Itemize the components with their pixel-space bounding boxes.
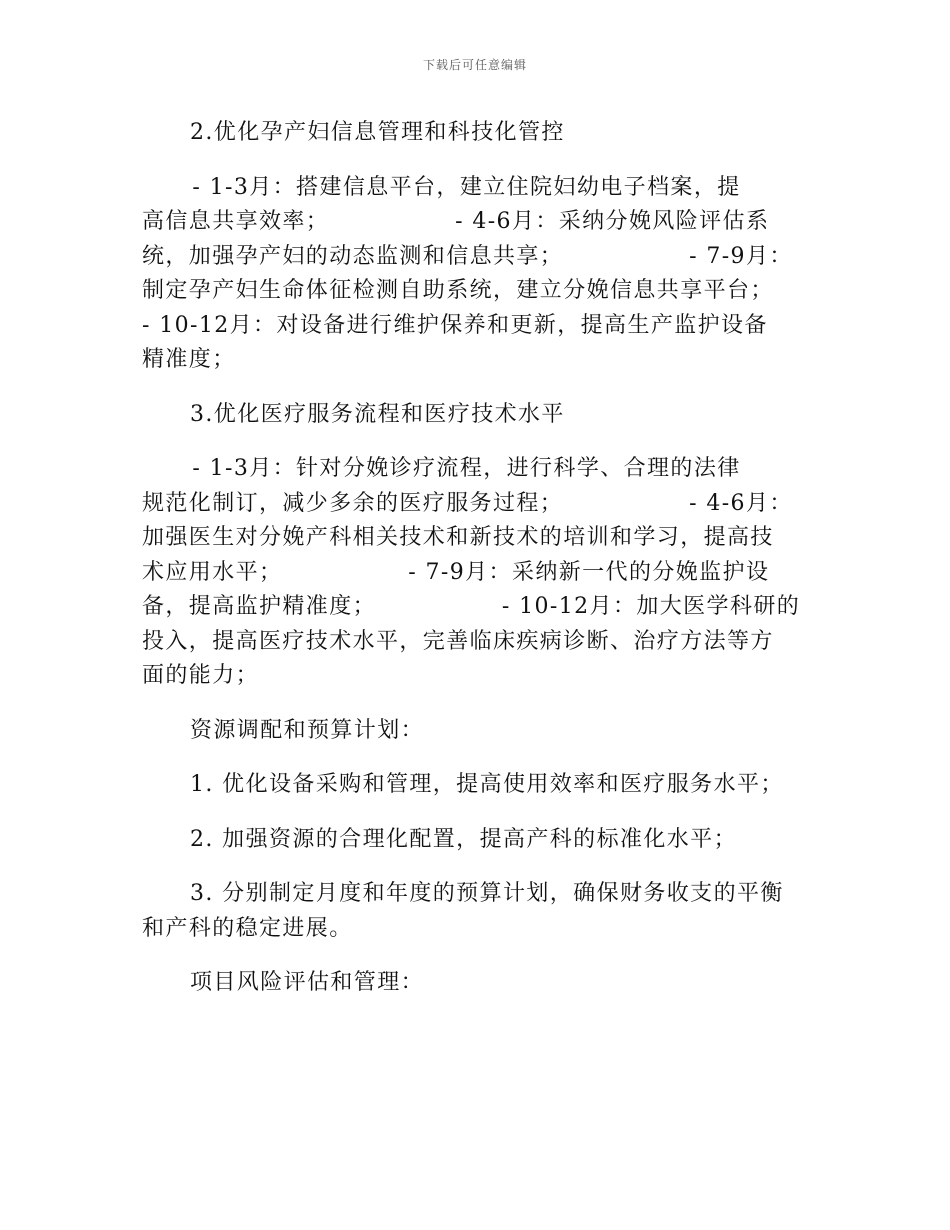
section-2-heading: 2.优化孕产妇信息管理和科技化管控 [190, 120, 565, 145]
text-line: 3. 分别制定月度和年度的预算计划，确保财务收支的平衡 [190, 881, 784, 906]
text-line: 投入，提高医疗技术水平，完善临床疾病诊断、治疗方法等方 [142, 628, 774, 654]
paragraph-gap [142, 857, 814, 877]
paragraph-gap [142, 748, 814, 768]
page-header: 下载后可任意编辑 [422, 58, 527, 72]
text-line: 制定孕产妇生命体征检测自助系统，建立分娩信息共享平台； [142, 278, 774, 303]
text-line: 高信息共享效率； - 4-6月：采纳分娩风险评估系 [142, 209, 770, 234]
text-line: 备，提高监护精准度； - 10-12月：加大医学科研的 [142, 594, 801, 619]
paragraph-gap [142, 151, 814, 171]
resource-item-2: 2. 加强资源的合理化配置，提高产科的标准化水平； [190, 826, 737, 852]
text-line: - 1-3月：针对分娩诊疗流程，进行科学、合理的法律 [142, 456, 741, 481]
document-body [142, 116, 814, 1001]
resource-item-3 [142, 877, 814, 946]
resource-heading: 资源调配和预算计划： [190, 717, 425, 743]
text-line: 精准度； [142, 347, 236, 372]
text-line: 加强医生对分娩产科相关技术和新技术的培训和学习，提高技 [142, 525, 774, 550]
text-line: 统，加强孕产妇的动态监测和信息共享； - 7-9月： [142, 243, 793, 269]
text-line: - 1-3月：搭建信息平台，建立住院妇幼电子档案，提 [142, 174, 741, 200]
text-line: 和产科的稳定进展。 [142, 915, 353, 941]
resource-item-1: 1. 优化设备采购和管理，提高使用效率和医疗服务水平； [190, 772, 784, 797]
paragraph-gap [142, 946, 814, 966]
paragraph-gap [142, 694, 814, 714]
text-line: 面的能力； [142, 663, 260, 688]
risk-heading: 项目风险评估和管理： [190, 970, 425, 995]
section-3-paragraph [142, 452, 814, 694]
text-line: - 10-12月：对设备进行维护保养和更新，提高生产监护设备 [142, 312, 768, 338]
paragraph-gap [142, 378, 814, 398]
text-line: 规范化制订，减少多余的医疗服务过程； - 4-6月： [142, 490, 793, 516]
text-line: 术应用水平； - 7-9月：采纳新一代的分娩监护设 [142, 559, 770, 585]
section-3-heading: 3.优化医疗服务流程和医疗技术水平 [190, 401, 565, 427]
paragraph-gap [142, 432, 814, 452]
paragraph-gap [142, 803, 814, 823]
section-2-paragraph [142, 171, 814, 378]
